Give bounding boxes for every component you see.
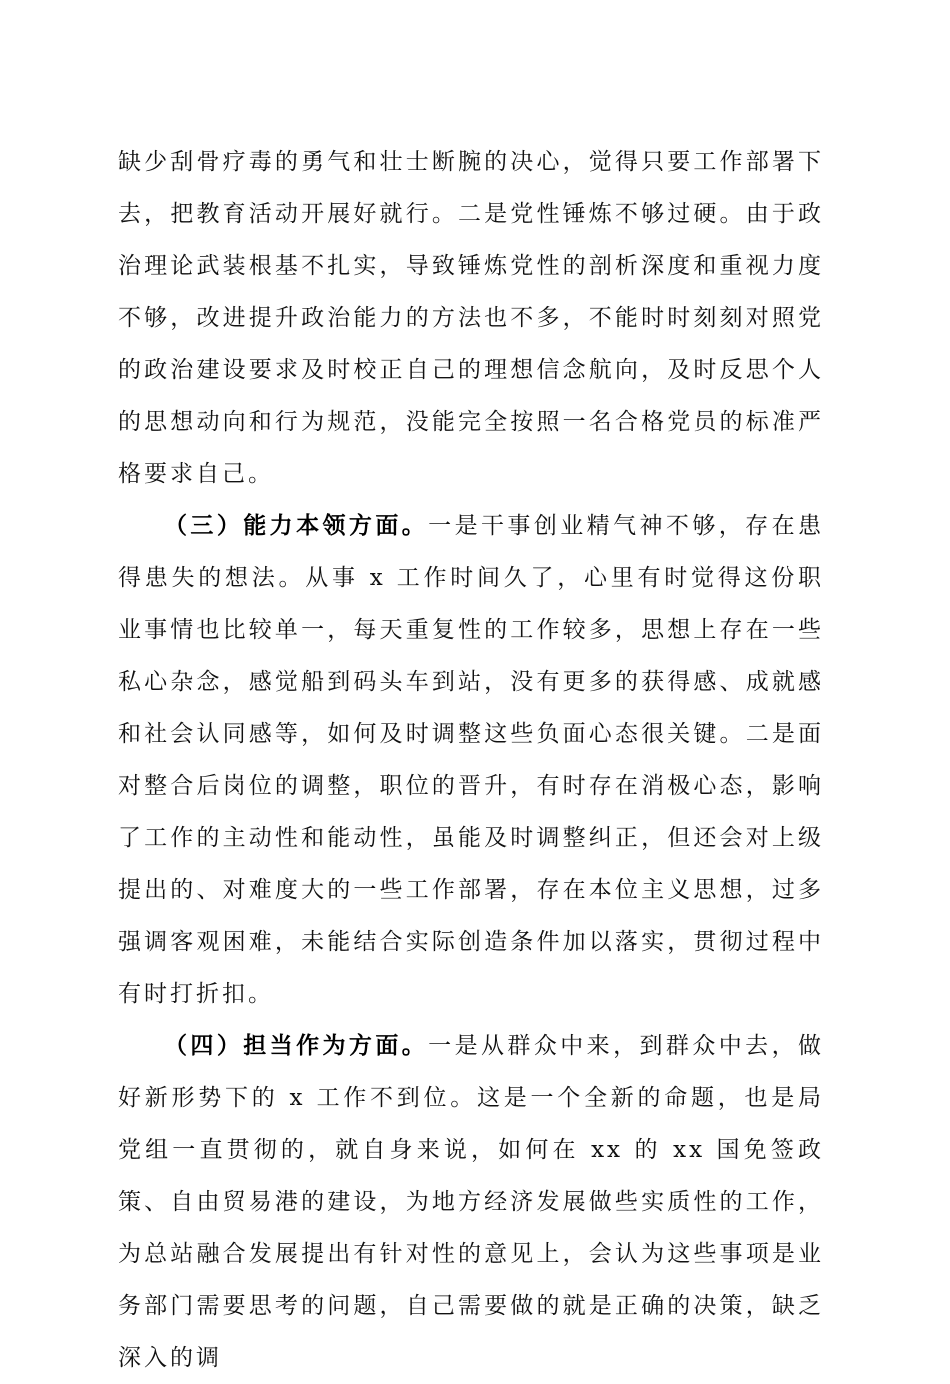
paragraph-continuation — [118, 136, 824, 500]
paragraph-text: 一是干事创业精气神不够，存在患得患失的想法。从事 x 工作时间久了，心里有时觉得这份职业事情也比较单一，每天重复性的工作较多，思想上存在一些私心杂念，感觉船到码头车到站，没有更多的获得感、成就感和社会认同感等，如何及时调整这些负面心态很关键。二是面对整合后岗位的调整，职位的晋升，有时存在消极心态，影响了工作的主动性和能动性，虽能及时调整纠正，但还会对上级提出的、对难度大的一些工作部署，存在本位主义思想，过多强调客观困难，未能结合实际创造条件加以落实，贯彻过程中有时打折扣。 — [118, 513, 825, 1007]
paragraph-responsibility — [118, 1020, 824, 1384]
paragraph-text: 缺少刮骨疗毒的勇气和壮士断腕的决心，觉得只要工作部署下去，把教育活动开展好就行。二是党性锤炼不够过硬。由于政治理论武装根基不扎实，导致锤炼党性的剖析深度和重视力度不够，改进提升政治能力的方法也不多，不能时时刻刻对照党的政治建设要求及时校正自己的理想信念航向，及时反思个人的思想动向和行为规范，没能完全按照一名合格党员的标准严格要求自己。 — [118, 149, 824, 487]
paragraph-ability — [118, 500, 824, 1020]
section-heading-ability: （三）能力本领方面。 — [164, 513, 429, 539]
paragraph-text: 一是从群众中来，到群众中去，做好新形势下的 x 工作不到位。这是一个全新的命题，也是局党组一直贯彻的，就自身来说，如何在 xx 的 xx 国免签政策、自由贸易港的建设，为地方经济发展做些实质性的工作，为总站融合发展提出有针对性的意见上，会认为这些事项是业务部门需要思考的问题，自己需要做的就是正确的决策，缺乏深入的调 — [118, 1033, 825, 1371]
section-heading-responsibility: （四）担当作为方面。 — [164, 1033, 429, 1059]
document-body — [118, 136, 824, 1384]
